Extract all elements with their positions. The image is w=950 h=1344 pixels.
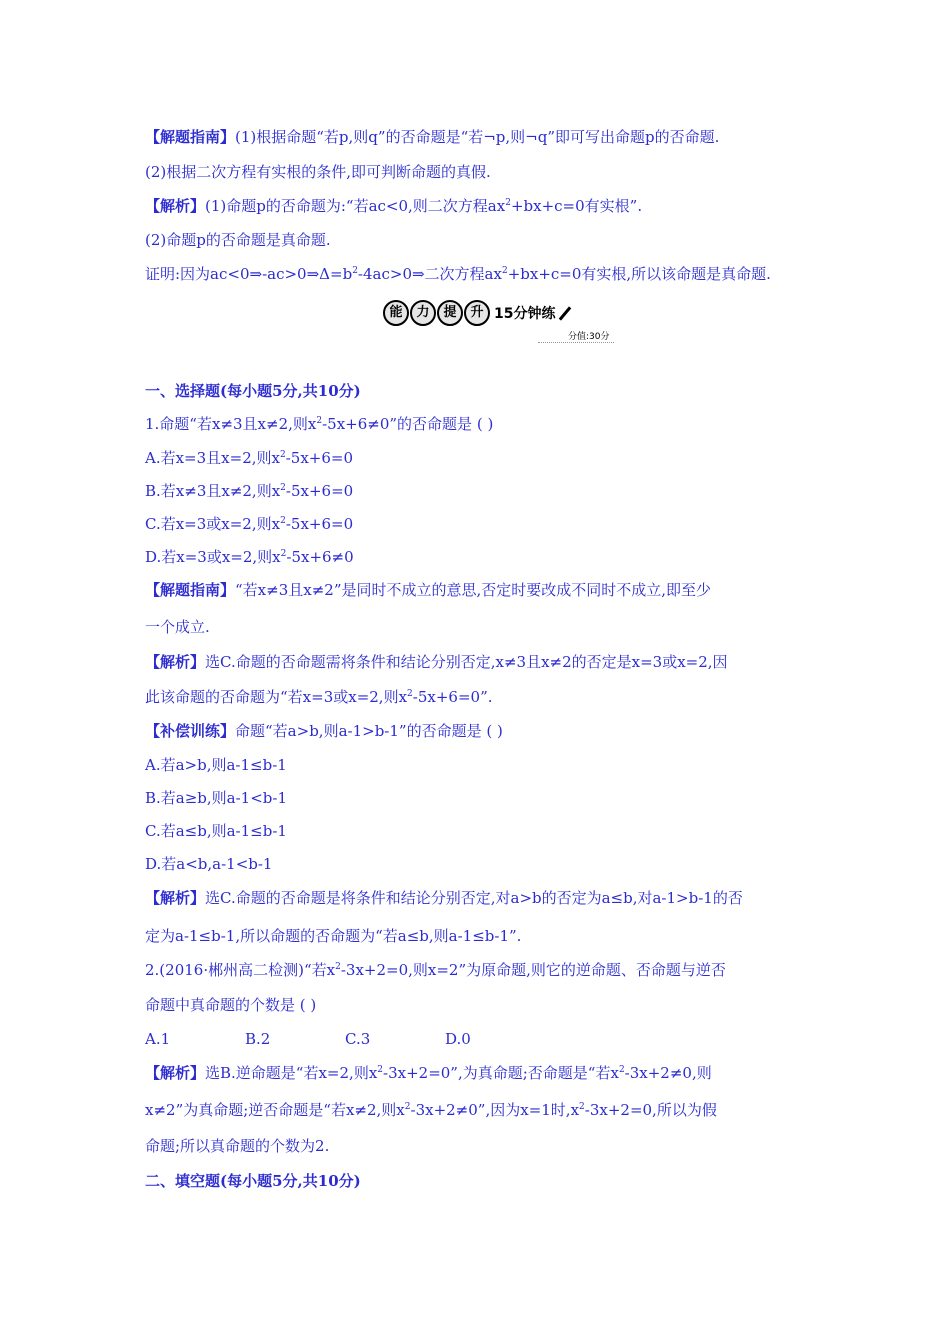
q1-option-c: C.若x=3或x=2,则$x^2-5x+6=0$ (145, 515, 354, 533)
bonus-analysis-line-2: 定为a-1≤b-1,所以命题的否命题为“若a≤b,则a-1≤b-1”. (145, 927, 522, 945)
guide-line-2: (2)根据二次方程有实根的条件,即可判断命题的真假. (145, 163, 491, 181)
q1-option-d: D.若x=3或x=2,则$x^2-5x+6\ne 0$ (145, 548, 354, 566)
banner-label: 15分钟练 (494, 306, 556, 322)
q2-option-a: A.1 (145, 1030, 171, 1048)
q1-option-b: B.若x≠3且x≠2,则$x^2-5x+6=0$ (145, 482, 354, 500)
q1-stem: 1.命题“若x≠3且x≠2,则$x^2-5x+6\ne 0$”的否命题是 ( ) (145, 415, 494, 433)
q1-guide-tag: 【解题指南】 (145, 581, 236, 599)
bonus-stem: 【补偿训练】命题“若a>b,则a-1>b-1”的否命题是 ( ) (145, 722, 503, 740)
pen-stroke-icon (559, 306, 572, 320)
q2-stem-line-2: 命题中真命题的个数是 ( ) (145, 996, 317, 1014)
analysis-line-2: (2)命题p的否命题是真命题. (145, 231, 331, 249)
q2-analysis-line-1: 【解析】选B.逆命题是“若x=2,则$x^2-3x+2=0$”,为真命题;否命题是“若$x^2-3x+2\ne 0$,则 (145, 1064, 712, 1082)
q2-stem-line-1: 2.(2016·郴州高二检测)“若$x^2-3x+2=0$,则x=2”为原命题,则它的逆命题、否命题与逆否 (145, 961, 726, 979)
banner-char-3: 提 (437, 300, 463, 326)
q1-analysis-tag: 【解析】 (145, 653, 206, 671)
q2-option-b: B.2 (245, 1030, 271, 1048)
bonus-analysis-line-1: 【解析】选C.命题的否命题是将条件和结论分别否定,对a>b的否定为a≤b,对a-1>b-1的否 (145, 889, 743, 907)
proof-line: 证明:因为$ac<0\Rightarrow-ac>0\Rightarrow\Delta=b^2-4ac>0\Rightarrow$二次方程$ax^2+bx+c=0$有实根,所以该命题是真命题. (145, 265, 771, 283)
q2-options (145, 1029, 545, 1049)
q1-analysis-line-1: 【解析】选C.命题的否命题需将条件和结论分别否定,x≠3且x≠2的否定是x=3或x=2,因 (145, 653, 728, 671)
score-label: 分值:30分 (538, 329, 614, 343)
bonus-option-b: B.若a≥b,则a-1<b-1 (145, 789, 288, 807)
banner-char-1: 能 (383, 300, 409, 326)
q2-analysis-line-2: x≠2”为真命题;逆否命题是“若x≠2,则$x^2-3x+2\ne 0$”,因为x=1时$,x^2-3x+2=0$,所以为假 (145, 1101, 717, 1119)
q2-analysis-tag: 【解析】 (145, 1064, 206, 1082)
analysis-line-1: 【解析】(1)命题p的否命题为:“若ac<0,则二次方程$ax^2+bx+c=0$有实根”. (145, 197, 643, 215)
guide-text: (1)根据命题“若p,则q”的否命题是“若¬p,则¬q”即可写出命题p的否命题. (235, 128, 720, 146)
guide-tag: 【解题指南】 (145, 128, 236, 146)
section-2-title: 二、填空题(每小题5分,共10分) (145, 1172, 361, 1190)
q2-option-d: D.0 (445, 1030, 471, 1048)
analysis-tag: 【解析】 (145, 197, 206, 215)
bonus-option-d: D.若a<b,a-1<b-1 (145, 855, 273, 873)
bonus-option-a: A.若a>b,则a-1≤b-1 (145, 756, 287, 774)
banner-char-2: 力 (410, 300, 436, 326)
q1-guide-line-1: 【解题指南】“若x≠3且x≠2”是同时不成立的意思,否定时要改成不同时不成立,即至少 (145, 581, 712, 599)
q2-option-c: C.3 (345, 1030, 371, 1048)
q2-analysis-line-3: 命题;所以真命题的个数为2. (145, 1137, 330, 1155)
ability-banner (383, 300, 583, 326)
q1-analysis-line-2: 此该命题的否命题为“若x=3或x=2,则$x^2-5x+6=0$”. (145, 688, 493, 706)
banner-char-4: 升 (464, 300, 490, 326)
q1-guide-line-2: 一个成立. (145, 618, 210, 636)
section-1-title: 一、选择题(每小题5分,共10分) (145, 382, 361, 400)
bonus-option-c: C.若a≤b,则a-1≤b-1 (145, 822, 287, 840)
bonus-tag: 【补偿训练】 (145, 722, 236, 740)
q1-option-a: A.若x=3且x=2,则$x^2-5x+6=0$ (145, 449, 354, 467)
bonus-analysis-tag: 【解析】 (145, 889, 206, 907)
guide-line-1 (145, 127, 719, 147)
